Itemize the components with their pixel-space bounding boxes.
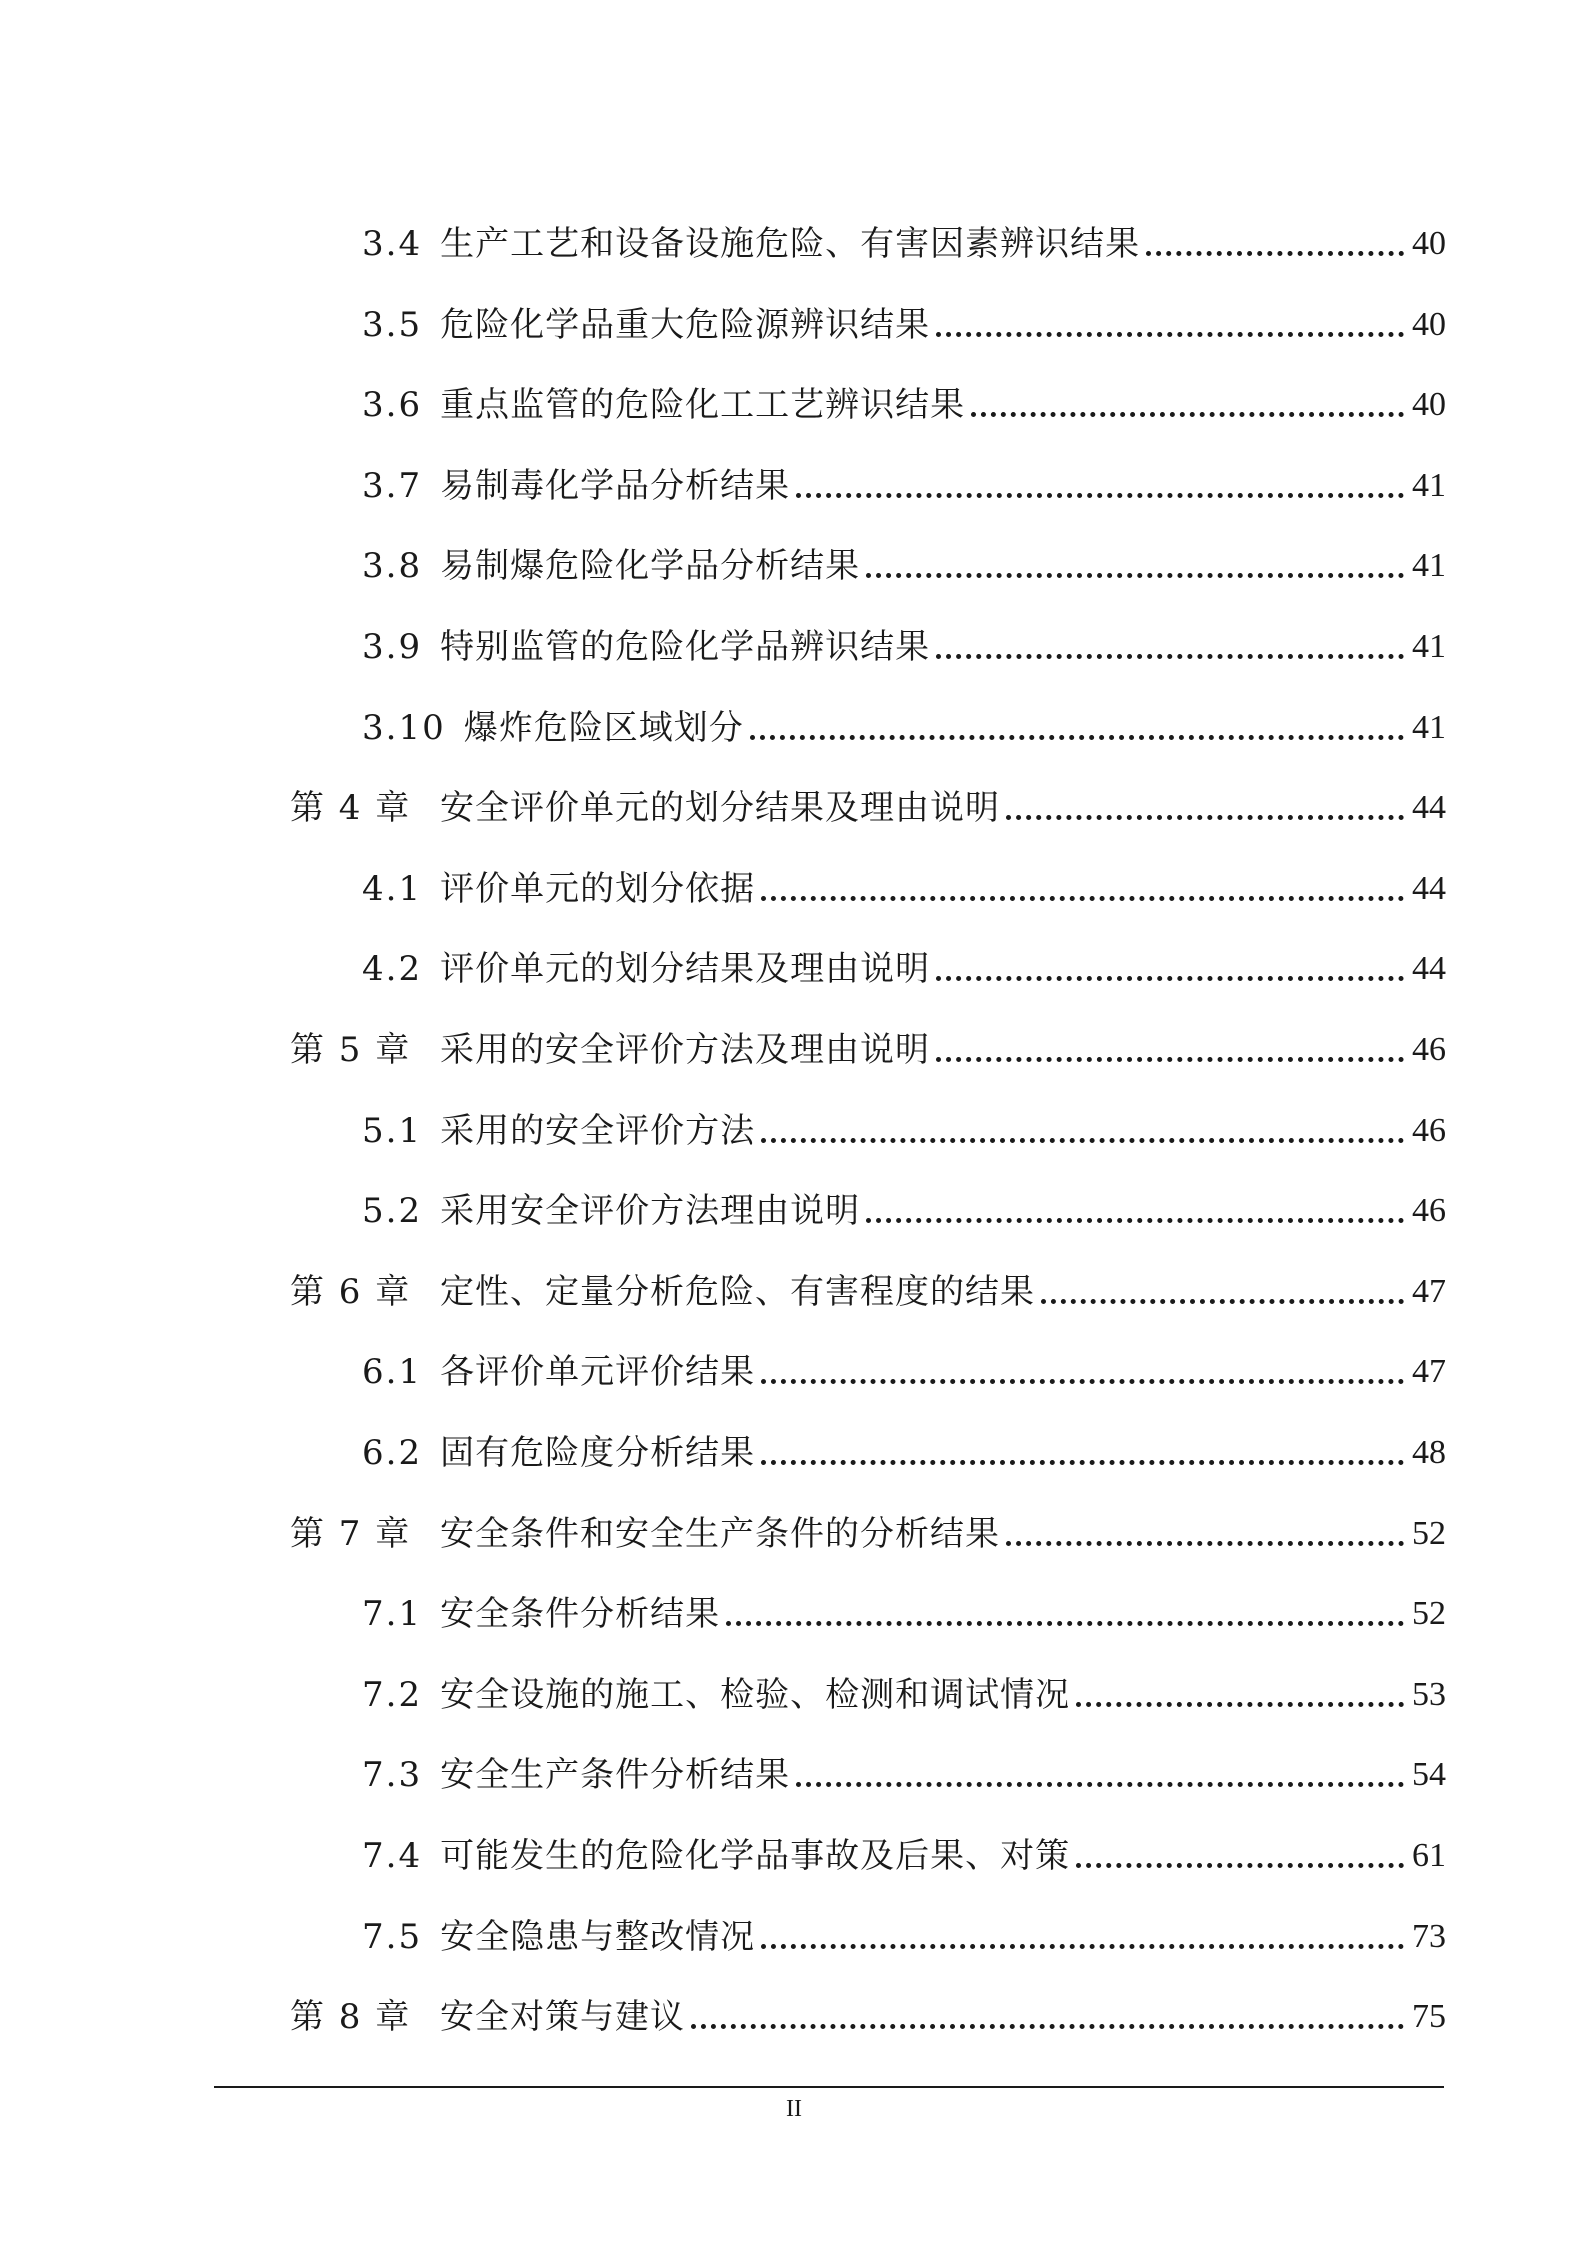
dot-leader: [866, 1218, 1404, 1223]
toc-section-entry[interactable]: [362, 1818, 1446, 1878]
toc-entry-title: 固有危险度分析结果: [440, 1433, 756, 1473]
toc-entry-title: 安全条件分析结果: [440, 1594, 721, 1635]
toc-entry-page: 47: [1412, 1272, 1446, 1310]
toc-entry-number: 7.5: [362, 1916, 423, 1957]
toc-entry-page: 52: [1412, 1595, 1446, 1633]
dot-leader: [691, 2024, 1404, 2029]
toc-entry-page: 75: [1412, 1998, 1446, 2036]
toc-entry-number: 3.9: [362, 627, 423, 667]
toc-entry-title: 特别监管的危险化学品辨识结果: [440, 627, 931, 667]
toc-entry-page: 41: [1412, 547, 1446, 585]
toc-entry-number: 3.10: [362, 707, 446, 748]
toc-entry-page: 44: [1412, 950, 1446, 988]
toc-entry-page: 44: [1412, 869, 1446, 907]
toc-entry-number: 6.1: [362, 1352, 423, 1393]
toc-entry-page: 61: [1412, 1837, 1446, 1874]
toc-entry-title: 评价单元的划分依据: [440, 868, 756, 909]
toc-entry-title: 生产工艺和设备设施危险、有害因素辨识结果: [440, 224, 1141, 264]
toc-entry-title: 采用的安全评价方法: [440, 1110, 756, 1151]
toc-entry-page: 41: [1412, 628, 1446, 665]
toc-section-entry[interactable]: [362, 1899, 1446, 1959]
toc-section-entry[interactable]: [362, 851, 1446, 911]
page-number: II: [786, 2096, 802, 2122]
toc-entry-number: 6.2: [362, 1433, 423, 1473]
toc-entry-title: 易制毒化学品分析结果: [440, 465, 791, 506]
toc-entry-number: 第 5 章: [290, 1030, 412, 1070]
toc-entry-page: 53: [1412, 1675, 1446, 1713]
toc-entry-title: 安全对策与建议: [440, 1997, 685, 2038]
toc-section-entry[interactable]: [362, 609, 1446, 669]
dot-leader: [1076, 1702, 1404, 1707]
dot-leader: [971, 412, 1404, 417]
toc-entry-number: 3.5: [362, 304, 423, 345]
dot-leader: [1006, 1541, 1404, 1546]
toc-entry-page: 41: [1412, 708, 1446, 746]
toc-entry-title: 爆炸危险区域划分: [463, 707, 744, 748]
toc-entry-number: 7.2: [362, 1674, 423, 1715]
toc-entry-title: 评价单元的划分结果及理由说明: [440, 949, 931, 990]
toc-entry-title: 危险化学品重大危险源辨识结果: [440, 304, 931, 345]
toc-entry-page: 44: [1412, 789, 1446, 827]
toc-section-entry[interactable]: [362, 1657, 1446, 1717]
dot-leader: [866, 573, 1404, 578]
toc-entry-page: 40: [1412, 225, 1446, 262]
toc-entry-number: 3.6: [362, 385, 423, 426]
toc-entry-page: 40: [1412, 305, 1446, 343]
toc-entry-number: 5.2: [362, 1191, 423, 1232]
toc-chapter-entry[interactable]: [290, 770, 1446, 830]
dot-leader: [1006, 815, 1404, 820]
toc-entry-number: 第 6 章: [290, 1271, 412, 1312]
toc-section-entry[interactable]: [362, 1093, 1446, 1153]
dot-leader: [761, 1138, 1404, 1143]
toc-section-entry[interactable]: [362, 1173, 1446, 1233]
toc-entry-number: 3.8: [362, 546, 423, 587]
dot-leader: [796, 493, 1404, 498]
toc-chapter-entry[interactable]: [290, 1496, 1446, 1556]
toc-entry-title: 可能发生的危险化学品事故及后果、对策: [440, 1836, 1071, 1876]
toc-entry-page: 46: [1412, 1192, 1446, 1230]
toc-section-entry[interactable]: [362, 1737, 1446, 1797]
toc-entry-number: 第 4 章: [290, 788, 412, 829]
toc-entry-page: 46: [1412, 1111, 1446, 1149]
dot-leader: [750, 735, 1404, 740]
dot-leader: [796, 1782, 1404, 1787]
toc-entry-number: 第 7 章: [290, 1513, 412, 1554]
toc-section-entry[interactable]: [362, 690, 1446, 750]
dot-leader: [936, 1057, 1404, 1062]
toc-section-entry[interactable]: [362, 528, 1446, 588]
toc-entry-number: 4.1: [362, 868, 423, 909]
toc-section-entry[interactable]: [362, 448, 1446, 508]
toc-entry-number: 7.1: [362, 1594, 423, 1635]
toc-entry-number: 3.4: [362, 224, 423, 264]
toc-entry-page: 41: [1412, 466, 1446, 504]
dot-leader: [936, 654, 1404, 659]
dot-leader: [936, 976, 1404, 981]
toc-entry-number: 7.3: [362, 1755, 423, 1796]
toc-section-entry[interactable]: [362, 367, 1446, 427]
dot-leader: [936, 332, 1404, 337]
dot-leader: [1041, 1299, 1404, 1304]
toc-entry-title: 安全设施的施工、检验、检测和调试情况: [440, 1674, 1071, 1715]
toc-entry-page: 54: [1412, 1756, 1446, 1794]
toc-entry-page: 46: [1412, 1031, 1446, 1068]
toc-entry-page: 73: [1412, 1917, 1446, 1955]
toc-chapter-entry[interactable]: [290, 1254, 1446, 1314]
toc-section-entry[interactable]: [362, 931, 1446, 991]
toc-section-entry[interactable]: [362, 287, 1446, 347]
toc-section-entry[interactable]: [362, 1334, 1446, 1394]
footer-divider: [214, 2086, 1444, 2088]
toc-entry-number: 5.1: [362, 1110, 423, 1151]
toc-entry-number: 7.4: [362, 1836, 423, 1876]
toc-entry-title: 采用安全评价方法理由说明: [440, 1191, 861, 1232]
dot-leader: [1076, 1863, 1404, 1868]
toc-entry-page: 40: [1412, 386, 1446, 424]
toc-entry-title: 各评价单元评价结果: [440, 1352, 756, 1393]
dot-leader: [1146, 251, 1404, 256]
toc-entry-title: 重点监管的危险化工工艺辨识结果: [440, 385, 966, 426]
dot-leader: [726, 1621, 1404, 1626]
toc-chapter-entry[interactable]: [290, 1012, 1446, 1072]
toc-entry-page: 47: [1412, 1353, 1446, 1391]
toc-section-entry[interactable]: [362, 1415, 1446, 1475]
toc-entry-title: 安全生产条件分析结果: [440, 1755, 791, 1796]
toc-section-entry[interactable]: [362, 1576, 1446, 1636]
toc-entry-page: 52: [1412, 1514, 1446, 1552]
dot-leader: [761, 896, 1404, 901]
toc-entry-title: 安全评价单元的划分结果及理由说明: [440, 788, 1000, 829]
dot-leader: [761, 1460, 1404, 1465]
toc-entry-title: 易制爆危险化学品分析结果: [440, 546, 861, 587]
toc-entry-title: 采用的安全评价方法及理由说明: [440, 1030, 930, 1070]
toc-entry-number: 4.2: [362, 949, 423, 990]
toc-entry-number: 3.7: [362, 465, 423, 506]
toc-entry-page: 48: [1412, 1434, 1446, 1471]
toc-entry-title: 安全条件和安全生产条件的分析结果: [440, 1513, 1000, 1554]
toc-section-entry[interactable]: [362, 206, 1446, 266]
toc-chapter-entry[interactable]: [290, 1979, 1446, 2039]
toc-entry-title: 安全隐患与整改情况: [440, 1916, 756, 1957]
dot-leader: [761, 1379, 1404, 1384]
toc-entry-title: 定性、定量分析危险、有害程度的结果: [440, 1271, 1035, 1312]
dot-leader: [761, 1944, 1404, 1949]
toc-entry-number: 第 8 章: [290, 1997, 412, 2038]
